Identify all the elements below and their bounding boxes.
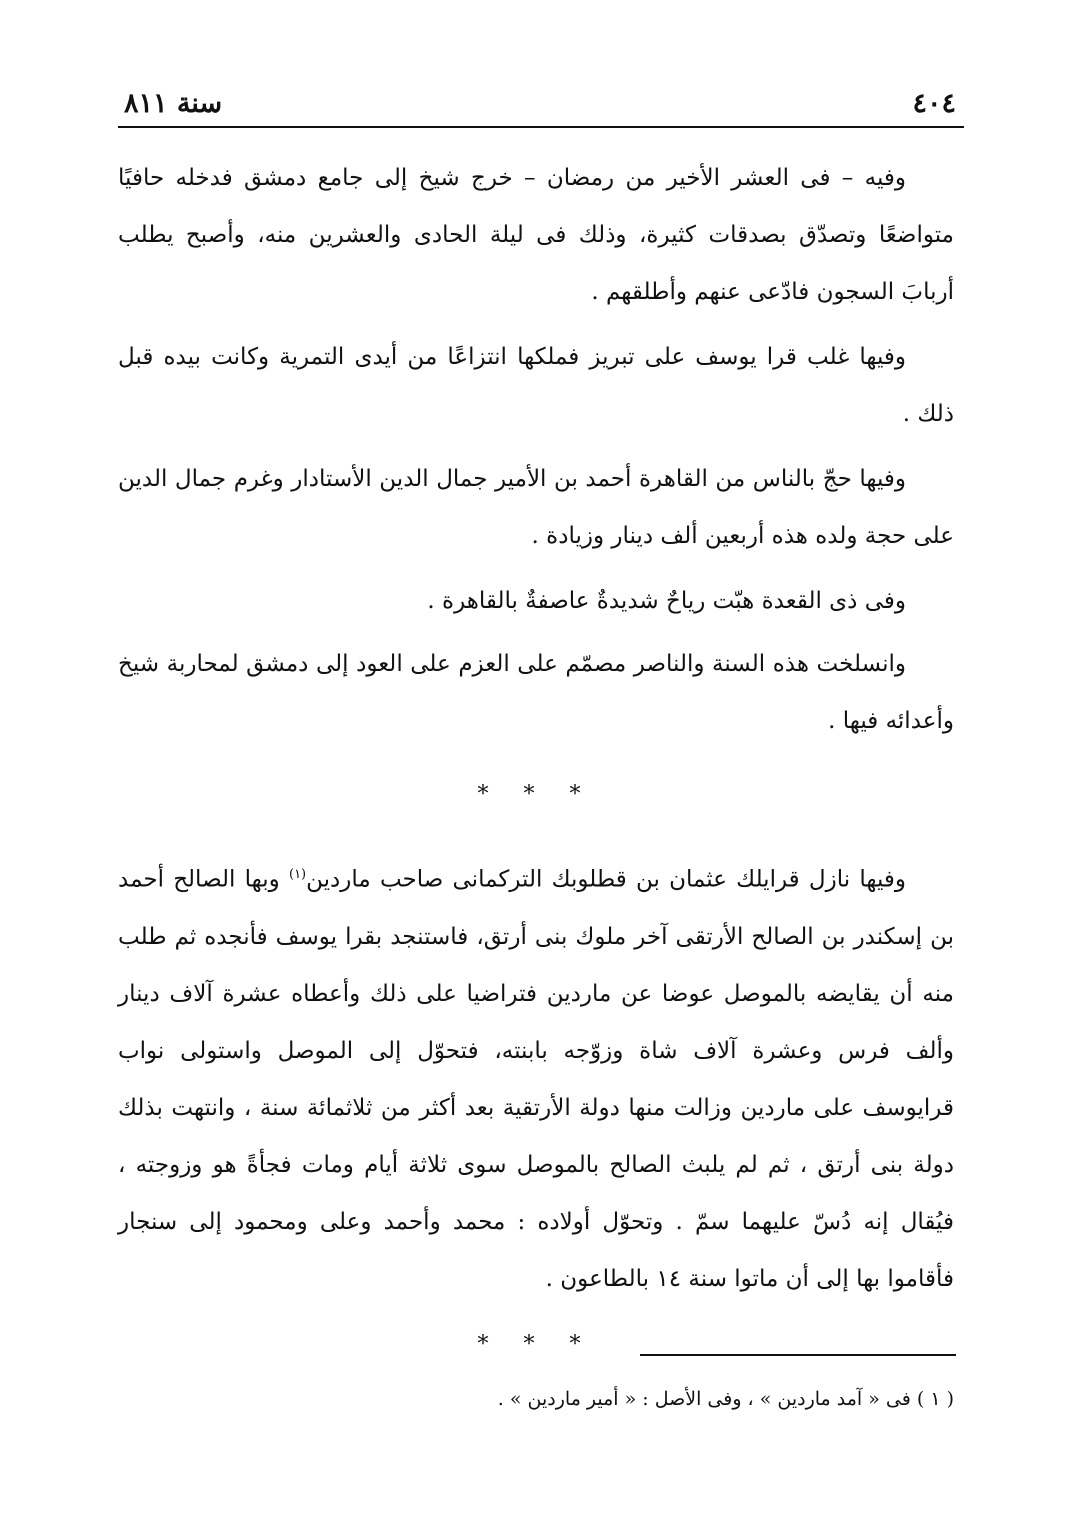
main-text xyxy=(118,150,954,1396)
paragraph-winds: وفى ذى القعدة هبّت رياحٌ شديدةٌ عاصفةٌ بالقاهرة . xyxy=(427,588,906,614)
footnote: ( ١ ) فى « آمد ماردين » ، وفى الأصل : « أمير ماردين » . xyxy=(497,1388,954,1410)
paragraph-hajj: وفيها حجّ بالناس من القاهرة أحمد بن الأمير جمال الدين الأستادار وغرم جمال الدين على حجة ولده هذه أربعين ألف دينار وزيادة . xyxy=(118,466,954,549)
section-separator: * * * xyxy=(477,1331,595,1357)
paragraph-mardin xyxy=(118,846,954,1308)
paragraph-tabriz: وفيها غلب قرا يوسف على تبريز فملكها انتزاعًا من أيدى التمرية وكانت بيده قبل ذلك . xyxy=(118,344,954,427)
paragraph-year-end: وانسلخت هذه السنة والناصر مصمّم على العزم على العود إلى دمشق لمحاربة شيخ وأعدائه فيها . xyxy=(118,651,954,734)
footnote-marker: (١) xyxy=(288,867,307,882)
section-separator: * * * xyxy=(477,782,595,807)
running-title: سنة ٨١١ xyxy=(124,88,223,119)
mardin-text-rest: وبها الصالح أحمد بن إسكندر بن الصالح الأرتقى آخر ملوك بنى أرتق، فاستنجد بقرا يوسف فأنجده ثم طلب منه أن يقايضه بالموصل عوضا عن ماردين فتراضيا على ذلك وأعطاه عشرة آلاف دينار وألف فرس وعشرة آلاف شاة وزوّجه بابنته، فتحوّل إلى الموصل واستولى نواب قرايوسف على ماردين وزالت منها دولة الأرتقية بعد أكثر من ثلاثمائة سنة ، وانتهت بذلك دولة بنى أرتق ، ثم لم يلبث الصالح بالموصل سوى ثلاثة أيام ومات فجأةً هو وزوجته ، فيُقال إنه دُسّ عليهما سمّ . وتحوّل أولاده : محمد وأحمد وعلى ومحمود إلى سنجار فأقاموا بها إلى أن ماتوا سنة ١٤ بالطاعون . xyxy=(118,866,954,1292)
paragraph-ramadan: وفيه – فى العشر الأخير من رمضان – خرج شيخ إلى جامع دمشق فدخله حافيًا متواضعًا وتصدّق بصدقات كثيرة، وذلك فى ليلة الحادى والعشرين منه، وأصبح يطلب أربابَ السجون فادّعى عنهم وأطلقهم . xyxy=(118,165,954,305)
page-number: ٤٠٤ xyxy=(912,88,956,119)
footnote-rule xyxy=(640,1354,956,1356)
mardin-text-start: وفيها نازل قرايلك عثمان بن قطلوبك التركمانى صاحب ماردين xyxy=(306,866,906,893)
page-header xyxy=(118,82,964,128)
